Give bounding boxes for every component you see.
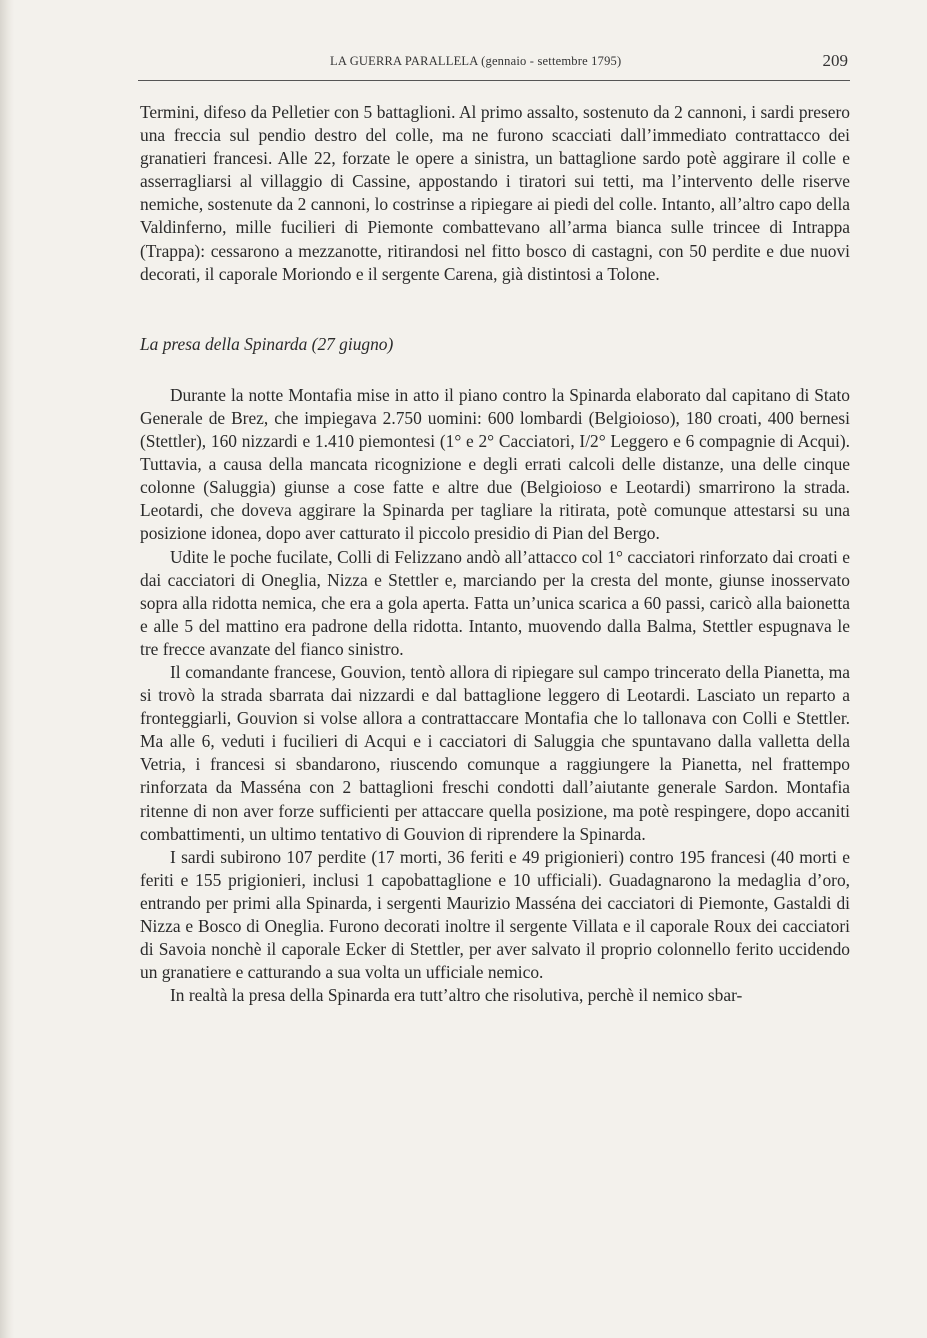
page-body bbox=[140, 101, 850, 1007]
page-header bbox=[138, 50, 850, 81]
paragraph: Udite le poche fucilate, Colli di Felizzano andò all’attacco col 1° cacciatori rinforzato dai croati e dai cacciatori di Oneglia, Nizza e Stettler e, marciando per la cresta del monte, giunse inosservato sopra alla ridotta nemica, che era a gola aperta. Fatta un’unica scarica a 60 passi, caricò alla baionetta e alle 5 del mattino era padrone della ridotta. Intanto, muovendo dalla Balma, Stettler espugnava le tre frecce avanzate del fianco sinistro. bbox=[140, 546, 850, 659]
paragraph: Termini, difeso da Pelletier con 5 battaglioni. Al primo assalto, sostenuto da 2 cannoni, i sardi presero una freccia sul pendio destro del colle, ma ne furono scacciati dall’immediato contrattacco dei granatieri francesi. Alle 22, forzate le opere a sinistra, un battaglione sardo potè aggirare il colle e asserragliarsi al villaggio di Cassine, appostando i tiratori sui tetti, ma l’intervento delle riserve nemiche, sostenute da 2 cannoni, lo costrinse a ripiegare ai piedi del colle. Intanto, all’altro capo della Valdinferno, mille fucilieri di Piemonte combattevano all’arma bianca sulle trincee di Intrappa (Trappa): cessarono a mezzanotte, ritirandosi nel fitto bosco di castagni, con 50 perdite e due nuovi decorati, il caporale Moriondo e il sergente Carena, già distintosi a Tolone. bbox=[140, 102, 850, 284]
paragraph: Durante la notte Montafia mise in atto il piano contro la Spinarda elaborato dal capitano di Stato Generale de Brez, che impiegava 2.750 uomini: 600 lombardi (Belgioioso), 180 croati, 400 bernesi (Stettler), 160 nizzardi e 1.410 piemontesi (1° e 2° Cacciatori, I/2° Leggero e 6 compagnie di Acqui). Tuttavia, a causa della mancata ricognizione e degli errati calcoli delle distanze, una delle cinque colonne (Saluggia) giunse a cose fatte e altre due (Belgioioso e Leotardi) smarrirono la strada. Leotardi, che doveva aggirare la Spinarda per tagliare la ritirata, potè comunque attestarsi su una posizione idonea, dopo aver catturato il piccolo presidio di Pian del Bergo. bbox=[140, 384, 850, 544]
paragraph: In realtà la presa della Spinarda era tutt’altro che risolutiva, perchè il nemico sbar- bbox=[170, 985, 743, 1006]
section-title: La presa della Spinarda (27 giugno) bbox=[140, 333, 394, 354]
running-head: LA GUERRA PARALLELA (gennaio - settembre 1795) bbox=[330, 54, 622, 68]
paragraph: Il comandante francese, Gouvion, tentò allora di ripiegare sul campo trincerato della Pianetta, ma si trovò la strada sbarrata dai nizzardi e dal battaglione leggero di Leotardi. Lasciato un reparto a fronteggiarli, Gouvion si volse allora a contrattaccare Montafia che lo tallonava con Colli e Stettler. Ma alle 6, veduti i fucilieri di Acqui e i cacciatori di Saluggia che spuntavano dalla valletta della Vetria, i francesi si sbandarono, riuscendo comunque a raggiungere la Pianetta, nel frattempo rinforzata da Masséna con 2 battaglioni freschi condotti dall’aiutante generale Sardon. Montafia ritenne di non aver forze sufficienti per attaccare quella posizione, ma potè respingere, dopo accaniti combattimenti, un ultimo tentativo di Gouvion di riprendere la Spinarda. bbox=[140, 661, 850, 844]
paragraph: I sardi subirono 107 perdite (17 morti, 36 feriti e 49 prigionieri) contro 195 francesi (40 morti e feriti e 155 prigionieri, inclusi 1 capobattaglione e 10 ufficiali). Guadagnarono la medaglia d’oro, entrando per primi alla Spinarda, i sergenti Maurizio Masséna dei cacciatori di Piemonte, Gastaldi di Nizza e Bosco di Oneglia. Furono decorati inoltre il sergente Villata e il caporale Roux dei cacciatori di Savoia nonchè il caporale Ecker di Stettler, per aver salvato il proprio colonnello ferito uccidendo un granatiere e catturando a sua volta un ufficiale nemico. bbox=[140, 846, 850, 983]
page-spine-shadow bbox=[0, 0, 14, 1338]
page-number: 209 bbox=[822, 51, 848, 70]
